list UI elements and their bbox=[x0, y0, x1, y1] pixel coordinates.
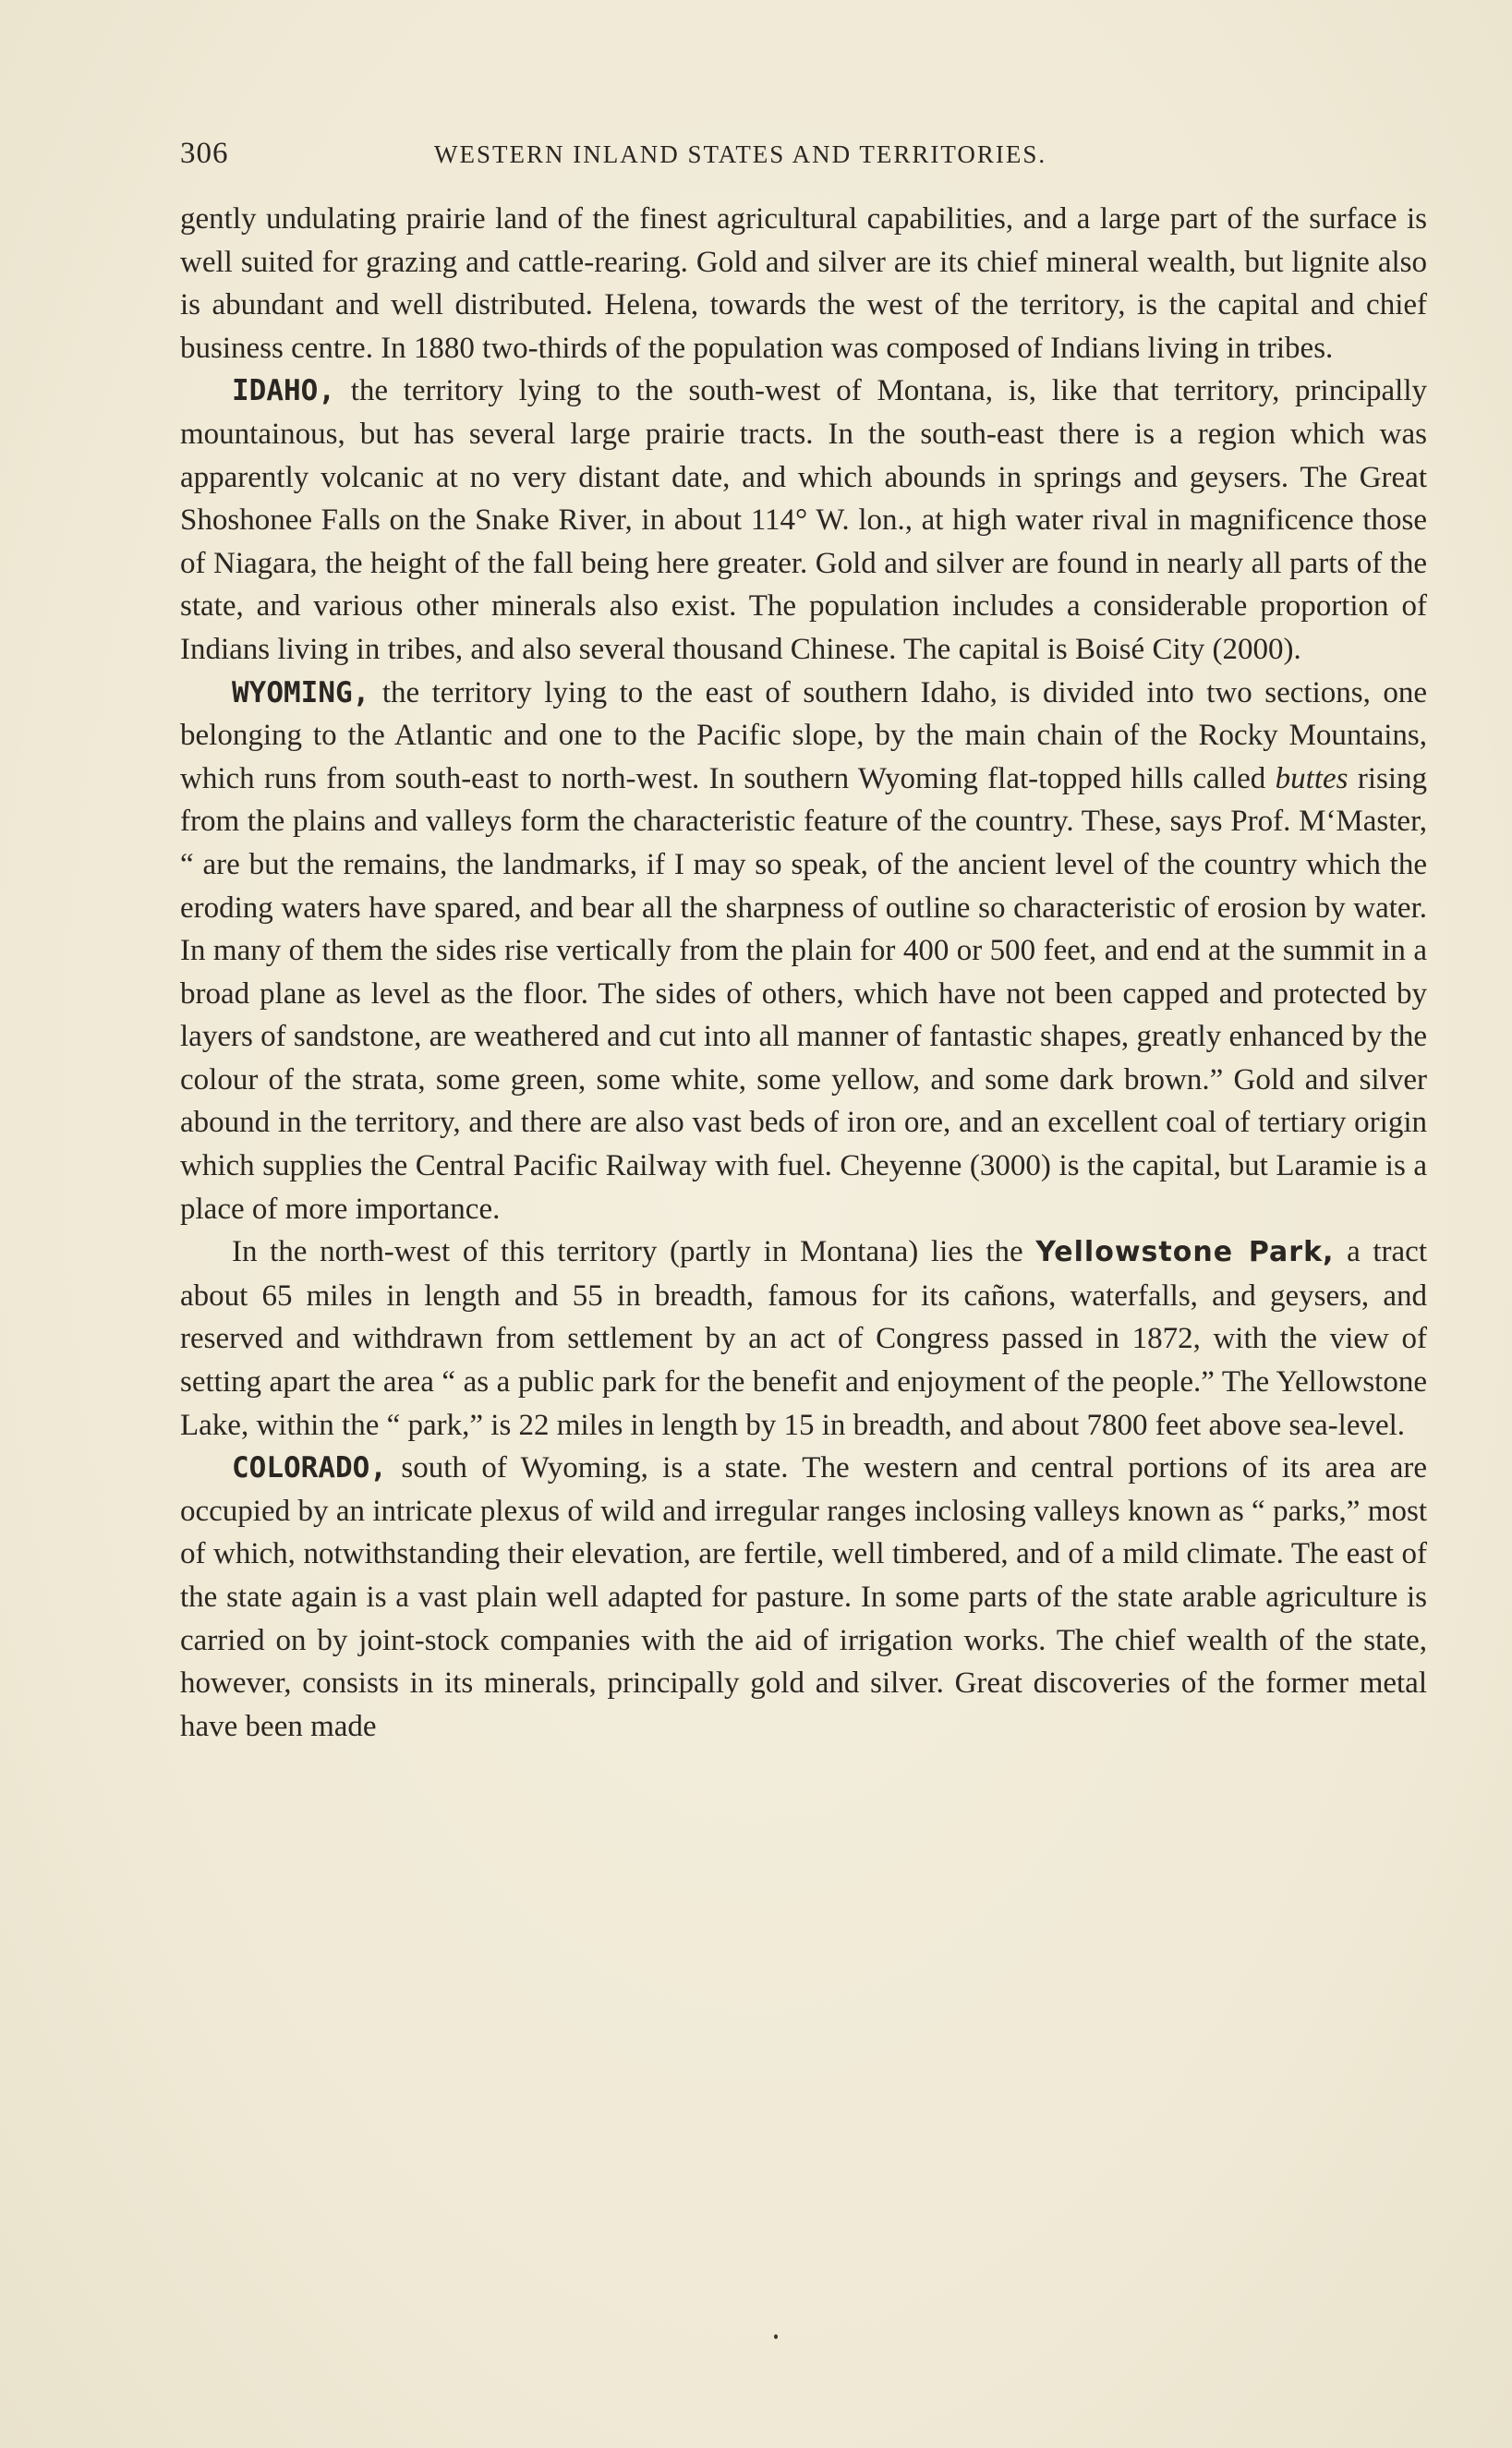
body-text bbox=[180, 198, 1427, 1748]
wyoming-text-a: the territory lying to the east of southern Idaho, is divided into two sections, one belonging to the Atlantic and one to the Pacific slope, by the main chain of the Rocky Mountains, which runs from south-east to north-west. In southern Wyoming flat-topped hills called bbox=[180, 675, 1427, 795]
paragraph-yellowstone bbox=[180, 1230, 1427, 1447]
idaho-text: the territory lying to the south-west of Montana, is, like that territory, principally mountainous, but has several large prairie tracts. In the south-east there is a region which was apparently volcanic at no very distant date, and which abounds in springs and geysers. The Great Shoshonee Falls on the Snake River, in about 114° W. lon., at high water rival in magnificence those of Niagara, the height of the fall being here greater. Gold and silver are found in nearly all parts of the state, and various other minerals also exist. The population includes a considerable proportion of Indians living in tribes, and also several thousand Chinese. The capital is Boisé City (2000). bbox=[180, 374, 1427, 666]
heading-yellowstone: Yellowstone Park, bbox=[1035, 1236, 1335, 1269]
yellowstone-text-a: In the north-west of this territory (partly in Montana) lies the bbox=[232, 1235, 1036, 1269]
colorado-text: south of Wyoming, is a state. The western and central portions of its area are occupied by an intricate plexus of wild and irregular ranges inclosing valleys known as “ parks,” most of which, notwithstanding their elevation, are fertile, well timbered, and of a mild climate. The east of the state again is a vast plain well adapted for pasture. In some parts of the state arable agriculture is carried on by joint-stock companies with the aid of irrigation works. The chief wealth of the state, however, consists in its minerals, principally gold and silver. Great discoveries of the former metal have been made bbox=[180, 1451, 1427, 1743]
page-header bbox=[180, 137, 1196, 183]
heading-wyoming: WYOMING, bbox=[232, 675, 370, 709]
paper-speck bbox=[774, 2334, 778, 2339]
heading-colorado: COLORADO, bbox=[232, 1451, 387, 1485]
wyoming-italic-term: buttes bbox=[1275, 761, 1349, 795]
paragraph-montana-continued: gently undulating prairie land of the finest agricultural capabilities, and a large part of the surface is well suited for grazing and cattle-rearing. Gold and silver are its chief mineral wealth, but lignite also is abundant and well distributed. Helena, towards the west of the territory, is the capital and chief business centre. In 1880 two-thirds of the population was composed of Indians living in tribes. bbox=[180, 202, 1427, 365]
wyoming-text-b: rising from the plains and valleys form the characteristic feature of the country. These, says Prof. M‘Master, “ are but the remains, the landmarks, if I may so speak, of the ancient level of the country which the eroding waters have spared, and bear all the sharpness of outline so characteristic of erosion by water. In many of them the sides rise vertically from the plain for 400 or 500 feet, and end at the summit in a broad plane as level as the floor. The sides of others, which have not been capped and protected by layers of sandstone, are weathered and cut into all manner of fantastic shapes, greatly enhanced by the colour of the strata, some green, some white, some yellow, and some dark brown.” Gold and silver abound in the territory, and there are also vast beds of iron ore, and an excellent coal of tertiary origin which supplies the Central Pacific Railway with fuel. Cheyenne (3000) is the capital, but Laramie is a place of more importance. bbox=[180, 761, 1428, 1226]
running-head: WESTERN INLAND STATES AND TERRITORIES. bbox=[434, 140, 1047, 168]
paragraph-idaho bbox=[180, 370, 1427, 671]
page-number: 306 bbox=[180, 137, 229, 170]
yellowstone-text-b: a tract about 65 miles in length and 55 in breadth, famous for its cañons, waterfalls, and geysers, and reserved and withdrawn from settlement by an act of Congress passed in 1872, with the view of setting apart the area “ as a public park for the benefit and enjoyment of the people.” The Yellowstone Lake, within the “ park,” is 22 miles in length by 15 in breadth, and about 7800 feet above sea-level. bbox=[180, 1235, 1427, 1442]
paragraph-colorado bbox=[180, 1447, 1427, 1748]
heading-idaho: IDAHO, bbox=[232, 374, 335, 408]
paragraph-wyoming bbox=[180, 672, 1427, 1231]
